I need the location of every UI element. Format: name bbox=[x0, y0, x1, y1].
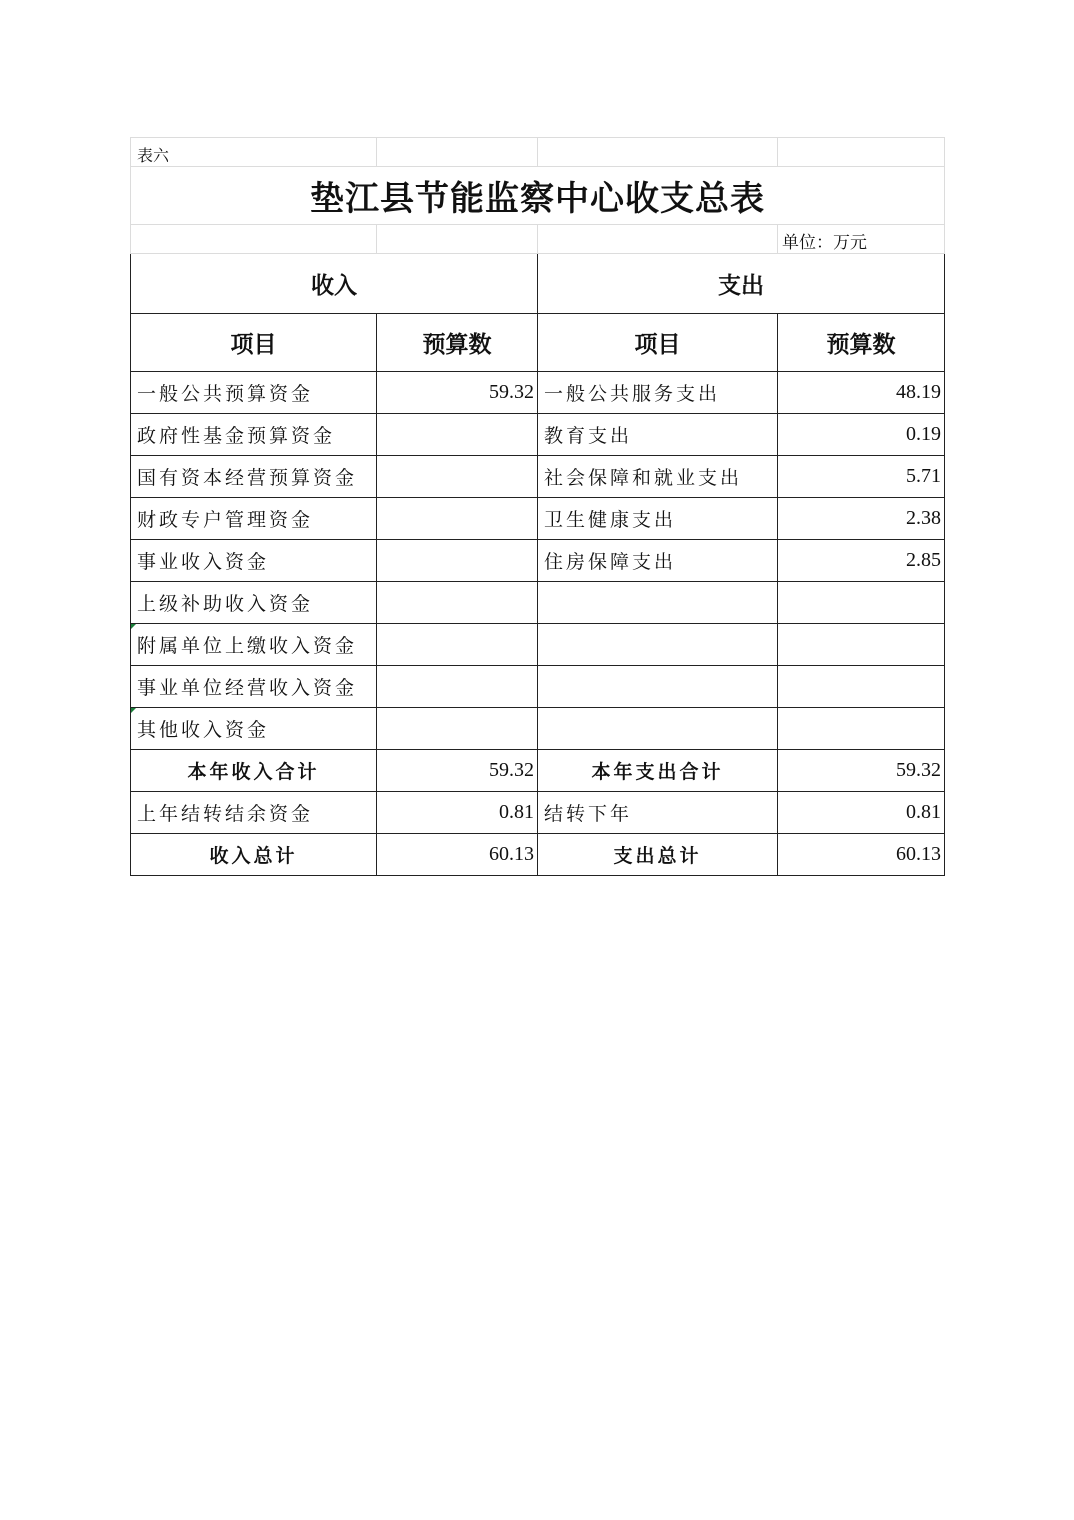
column-header-row bbox=[131, 314, 945, 372]
carryover-row bbox=[131, 792, 945, 834]
expense-item bbox=[538, 582, 778, 624]
expense-value bbox=[778, 666, 945, 708]
income-item: 事业收入资金 bbox=[131, 540, 377, 582]
title-row bbox=[131, 167, 945, 225]
expense-section-header: 支出 bbox=[538, 254, 945, 314]
expense-subtotal-label: 本年支出合计 bbox=[538, 750, 778, 792]
income-carryover-label: 上年结转结余资金 bbox=[131, 792, 377, 834]
expense-item bbox=[538, 624, 778, 666]
table-label-row bbox=[131, 138, 945, 167]
income-item: 事业单位经营收入资金 bbox=[131, 666, 377, 708]
income-value bbox=[377, 666, 538, 708]
expense-value bbox=[778, 582, 945, 624]
income-value bbox=[377, 708, 538, 750]
expense-value: 0.19 bbox=[778, 414, 945, 456]
expense-item: 住房保障支出 bbox=[538, 540, 778, 582]
expense-value: 2.85 bbox=[778, 540, 945, 582]
income-value bbox=[377, 582, 538, 624]
income-budget-header: 预算数 bbox=[377, 314, 538, 372]
income-value bbox=[377, 624, 538, 666]
table-row bbox=[131, 708, 945, 750]
expense-item-header: 项目 bbox=[538, 314, 778, 372]
expense-value bbox=[778, 708, 945, 750]
unit-label: 单位：万元 bbox=[778, 225, 945, 254]
expense-value bbox=[778, 624, 945, 666]
income-value: 59.32 bbox=[377, 372, 538, 414]
income-item: 财政专户管理资金 bbox=[131, 498, 377, 540]
expense-value: 2.38 bbox=[778, 498, 945, 540]
table-row bbox=[131, 372, 945, 414]
expense-item bbox=[538, 708, 778, 750]
income-subtotal-value: 59.32 bbox=[377, 750, 538, 792]
table-row bbox=[131, 582, 945, 624]
expense-item: 卫生健康支出 bbox=[538, 498, 778, 540]
unit-row bbox=[131, 225, 945, 254]
expense-total-label: 支出总计 bbox=[538, 834, 778, 876]
table-row bbox=[131, 456, 945, 498]
expense-value: 48.19 bbox=[778, 372, 945, 414]
income-value bbox=[377, 414, 538, 456]
income-item-header: 项目 bbox=[131, 314, 377, 372]
expense-item: 一般公共服务支出 bbox=[538, 372, 778, 414]
income-value bbox=[377, 456, 538, 498]
expense-budget-header: 预算数 bbox=[778, 314, 945, 372]
expense-item: 社会保障和就业支出 bbox=[538, 456, 778, 498]
income-section-header: 收入 bbox=[131, 254, 538, 314]
income-value bbox=[377, 540, 538, 582]
income-item: 一般公共预算资金 bbox=[131, 372, 377, 414]
income-item: 附属单位上缴收入资金 bbox=[131, 624, 377, 666]
table-label: 表六 bbox=[131, 138, 377, 167]
total-row bbox=[131, 834, 945, 876]
income-item: 政府性基金预算资金 bbox=[131, 414, 377, 456]
expense-value: 5.71 bbox=[778, 456, 945, 498]
table-row bbox=[131, 540, 945, 582]
table-row bbox=[131, 624, 945, 666]
expense-carryover-label: 结转下年 bbox=[538, 792, 778, 834]
income-total-value: 60.13 bbox=[377, 834, 538, 876]
budget-sheet bbox=[130, 137, 944, 876]
income-total-label: 收入总计 bbox=[131, 834, 377, 876]
expense-total-value: 60.13 bbox=[778, 834, 945, 876]
income-carryover-value: 0.81 bbox=[377, 792, 538, 834]
expense-subtotal-value: 59.32 bbox=[778, 750, 945, 792]
income-item: 其他收入资金 bbox=[131, 708, 377, 750]
expense-item bbox=[538, 666, 778, 708]
income-subtotal-label: 本年收入合计 bbox=[131, 750, 377, 792]
section-header-row bbox=[131, 254, 945, 314]
expense-item: 教育支出 bbox=[538, 414, 778, 456]
subtotal-row bbox=[131, 750, 945, 792]
income-item: 上级补助收入资金 bbox=[131, 582, 377, 624]
income-expense-table bbox=[130, 137, 945, 876]
page-title: 垫江县节能监察中心收支总表 bbox=[131, 167, 945, 225]
income-value bbox=[377, 498, 538, 540]
table-row bbox=[131, 498, 945, 540]
table-row bbox=[131, 666, 945, 708]
table-row bbox=[131, 414, 945, 456]
expense-carryover-value: 0.81 bbox=[778, 792, 945, 834]
income-item: 国有资本经营预算资金 bbox=[131, 456, 377, 498]
